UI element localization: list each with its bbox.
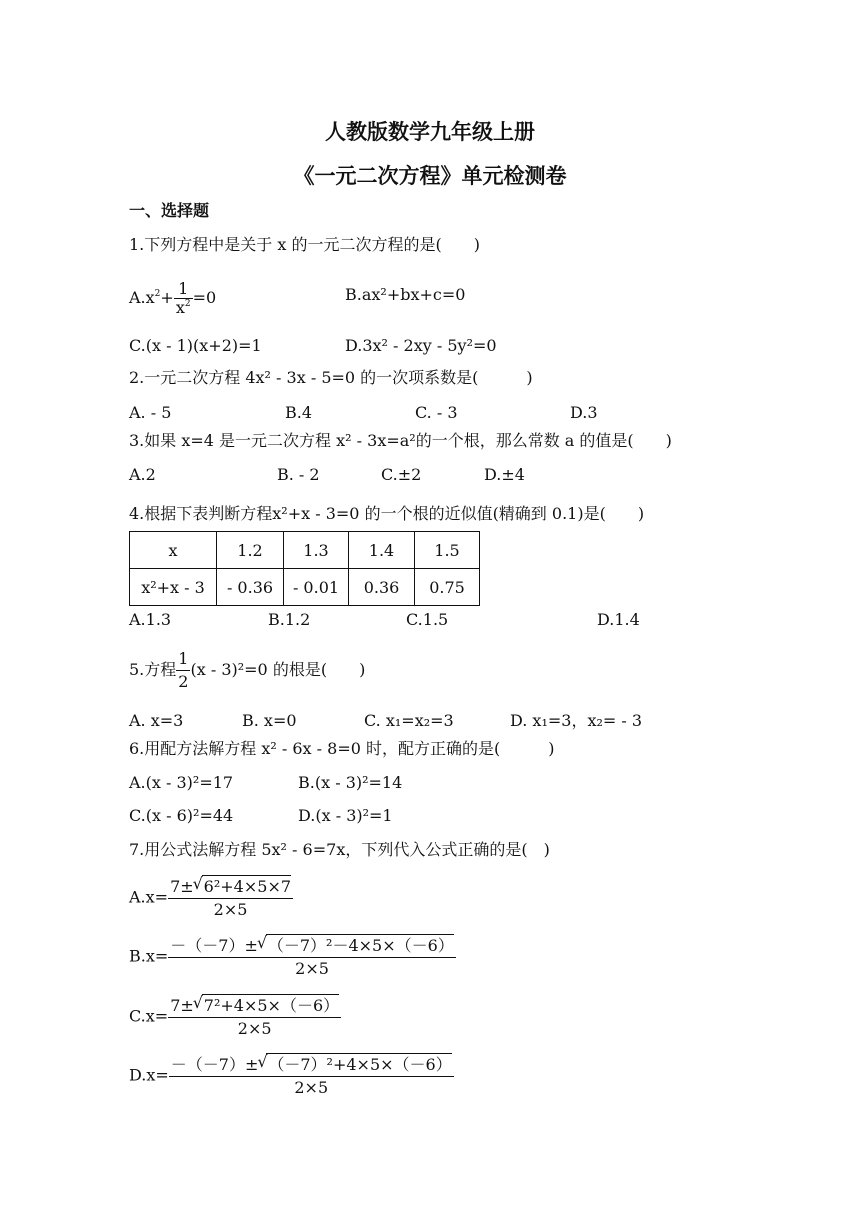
question-7-stem: 7.用公式法解方程 5x² - 6=7x，下列代入公式正确的是( ) [129,840,550,859]
question-2-stem: 2.一元二次方程 4x² - 3x - 5=0 的一次项系数是( ) [129,368,533,387]
question-4-option-a: A.1.3 [129,610,172,629]
question-1-option-b: B.ax²+bx+c=0 [345,285,466,304]
question-5-option-a: A. x=3 [129,711,184,730]
question-1-stem: 1.下列方程中是关于 x 的一元二次方程的是( ) [129,235,480,254]
question-4-option-d: D.1.4 [597,610,640,629]
question-2-option-c: C. - 3 [415,403,458,422]
question-4-stem: 4.根据下表判断方程x²+x - 3=0 的一个根的近似值(精确到 0.1)是( ) [129,504,645,523]
table-cell: 0.36 [349,569,415,606]
table-cell: x²+x - 3 [130,569,217,606]
question-3-option-c: C.±2 [381,465,422,484]
question-6-option-d: D.(x - 3)²=1 [298,806,393,825]
question-6-option-a: A.(x - 3)²=17 [129,773,234,792]
question-7-option-a: A.x= $\frac{\text{7±√ 6²+4×5×7}}{2\times 5}$ [129,875,293,921]
question-1-option-d: D.3x² - 2xy - 5y²=0 [345,336,497,355]
table-cell: 1.4 [349,532,415,569]
question-6-option-b: B.(x - 3)²=14 [298,773,403,792]
question-2-option-b: B.4 [285,403,313,422]
question-6-option-c: C.(x - 6)²=44 [129,806,234,825]
question-7-option-b: B.x= $\frac{\text{－（－7）±√ （－7）²－4×5×（－6）}}{2\times 5}$ [129,934,456,980]
question-2-option-a: A. - 5 [129,403,172,422]
question-5-option-c: C. x₁=x₂=3 [364,711,454,730]
table-cell: - 0.36 [217,569,284,606]
question-3-option-b: B. - 2 [277,465,320,484]
page-subtitle: 《一元二次方程》单元检测卷 [293,164,567,188]
table-cell: 1.5 [415,532,480,569]
question-2-option-d: D.3 [570,403,598,422]
question-4-option-c: C.1.5 [406,610,449,629]
question-4-table [129,531,480,606]
question-3-option-d: D.±4 [484,465,525,484]
table-cell: 0.75 [415,569,480,606]
question-1-option-a: $A.x^2+$ $\frac{1}{x^2}$ =0 [129,279,217,317]
question-5-option-d: D. x₁=3，x₂= - 3 [510,711,643,730]
table-row [130,532,480,569]
question-3-option-a: A.2 [129,465,156,484]
question-4-option-b: B.1.2 [268,610,311,629]
question-5-option-b: B. x=0 [242,711,297,730]
question-6-stem: 6.用配方法解方程 x² - 6x - 8=0 时，配方正确的是( ) [129,739,555,758]
table-cell: x [130,532,217,569]
question-7-option-d: D.x= $\frac{\text{－（－7）±√ （－7）²+4×5×（－6）}}{2\times 5}$ [129,1053,454,1099]
question-1-option-c: C.(x - 1)(x+2)=1 [129,336,262,355]
question-3-stem: 3.如果 x=4 是一元二次方程 x² - 3x=a²的一个根，那么常数 a 的值是( ) [129,431,672,450]
table-cell: 1.3 [284,532,349,569]
page-title: 人教版数学九年级上册 [325,120,535,144]
table-cell: 1.2 [217,532,284,569]
question-7-option-c: C.x= $\frac{\text{7±√ 7²+4×5×（－6）}}{2\times 5}$ [129,994,341,1040]
question-5-stem: 5.方程 $\frac{1}{2}$ (x - 3)²=0 的根是( ) [129,649,366,691]
table-cell: - 0.01 [284,569,349,606]
section-heading: 一、选择题 [129,201,210,220]
table-row [130,569,480,606]
